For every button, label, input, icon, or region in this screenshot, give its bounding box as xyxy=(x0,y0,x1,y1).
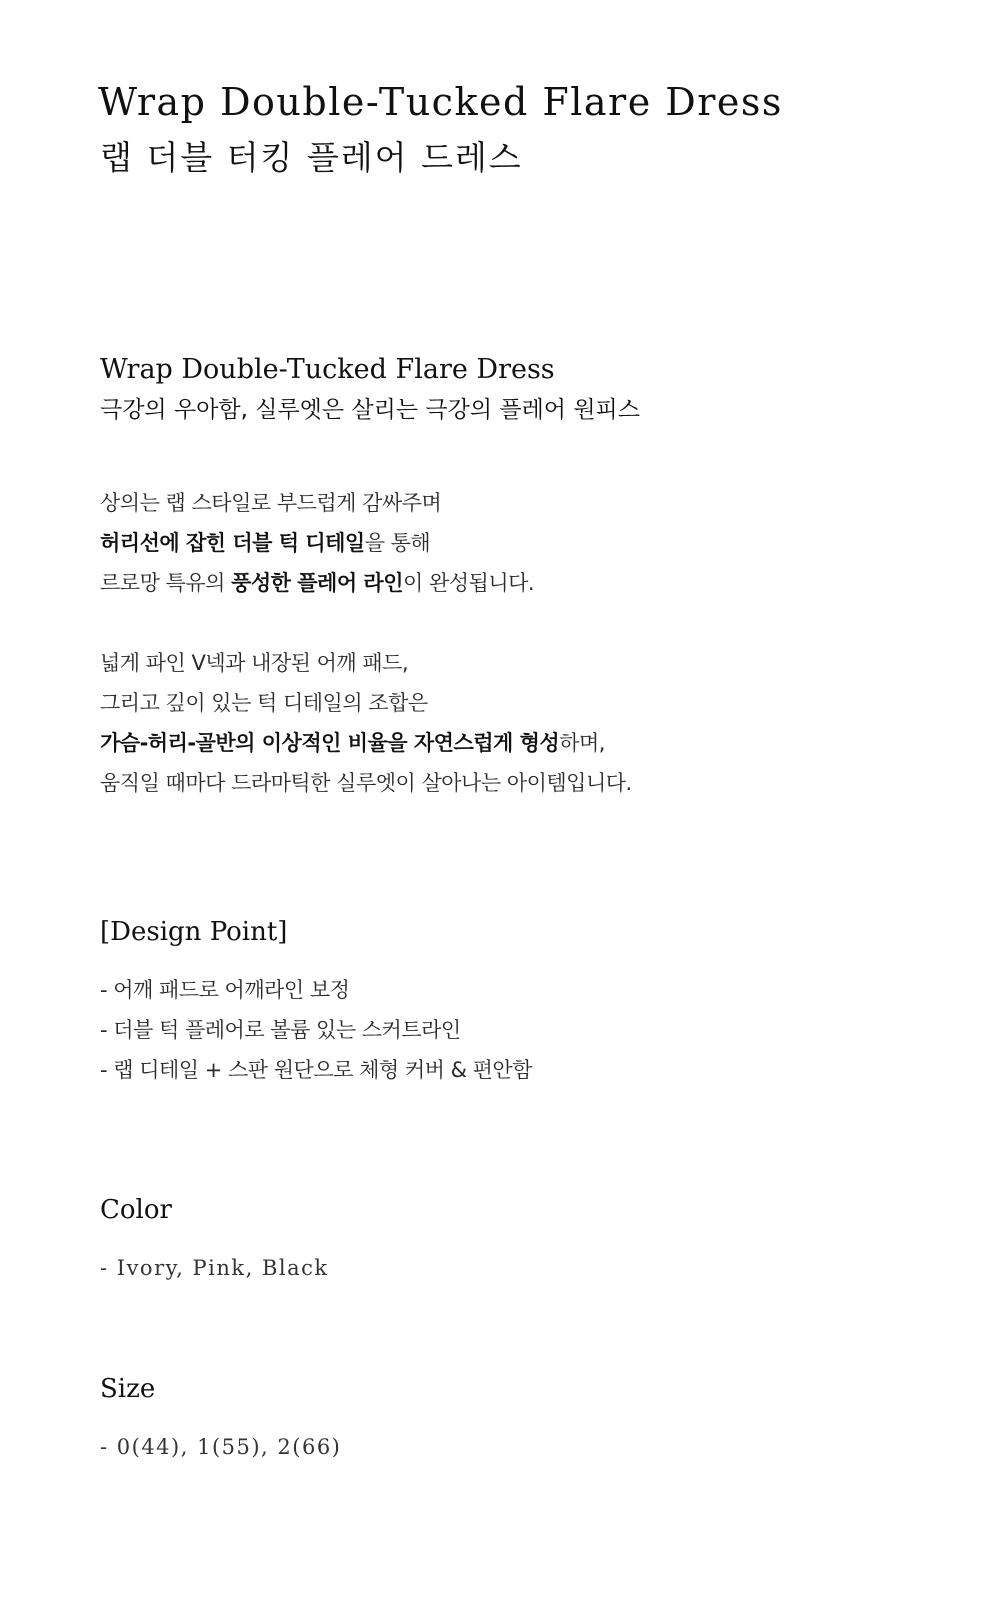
design-point-heading: [Design Point] xyxy=(100,917,288,947)
design-point-list xyxy=(100,970,532,1090)
bold-emphasis: 가슴-허리-골반의 이상적인 비율을 자연스럽게 형성 xyxy=(100,731,560,755)
list-item: - 랩 디테일 + 스판 원단으로 체형 커버 & 편안함 xyxy=(100,1058,532,1082)
list-item: - 어깨 패드로 어깨라인 보정 xyxy=(100,978,350,1002)
product-title-en: Wrap Double-Tucked Flare Dress xyxy=(98,80,783,124)
product-title-ko: 랩 더블 터킹 플레어 드레스 xyxy=(100,138,523,177)
paragraph-line: 움직일 때마다 드라마틱한 실루엣이 살아나는 아이템입니다. xyxy=(100,771,632,795)
size-heading: Size xyxy=(100,1374,156,1404)
paragraph-line xyxy=(100,523,534,563)
bold-emphasis: 허리선에 잡힌 더블 턱 디테일 xyxy=(100,531,365,555)
paragraph-line: 그리고 깊이 있는 턱 디테일의 조합은 xyxy=(100,691,428,715)
intro-subtitle-en: Wrap Double-Tucked Flare Dress xyxy=(100,354,555,385)
color-heading: Color xyxy=(100,1195,172,1225)
paragraph-text: 이 완성됩니다. xyxy=(403,571,535,595)
intro-block xyxy=(100,350,640,430)
size-options: - 0(44), 1(55), 2(66) xyxy=(100,1435,342,1459)
list-item: - 더블 턱 플레어로 볼륨 있는 스커트라인 xyxy=(100,1018,461,1042)
paragraph-line: 넓게 파인 V넥과 내장된 어깨 패드, xyxy=(100,651,409,675)
description-paragraph-1 xyxy=(100,483,534,603)
intro-subtitle-ko: 극강의 우아함, 실루엣은 살리는 극강의 플레어 원피스 xyxy=(100,397,640,423)
bold-emphasis: 풍성한 플레어 라인 xyxy=(231,571,403,595)
paragraph-text: 하며, xyxy=(559,731,605,755)
description-paragraph-2 xyxy=(100,643,632,803)
color-options: - Ivory, Pink, Black xyxy=(100,1256,329,1280)
paragraph-line xyxy=(100,723,632,763)
paragraph-line xyxy=(100,563,534,603)
paragraph-text: 르로망 특유의 xyxy=(100,571,232,595)
paragraph-line: 상의는 랩 스타일로 부드럽게 감싸주며 xyxy=(100,491,442,515)
paragraph-text: 을 통해 xyxy=(364,531,431,555)
